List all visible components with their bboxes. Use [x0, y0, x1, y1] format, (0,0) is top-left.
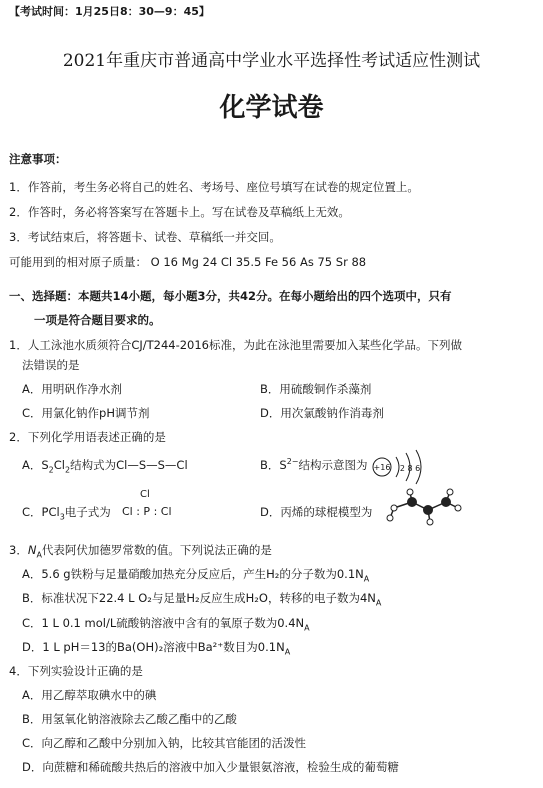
q1-option-d: D．用次氯酸钠作消毒剂 — [260, 406, 384, 420]
q4-option-c: C．向乙醇和乙酸中分别加入钠，比较其官能团的活泼性 — [22, 736, 307, 750]
q4-stem: 4．下列实验设计正确的是 — [9, 664, 143, 678]
subject-title: 化学试卷 — [219, 93, 324, 123]
q2-stem: 2．下列化学用语表述正确的是 — [9, 430, 166, 444]
pcl3-electron-formula: Cl : P : Cl — [122, 505, 172, 518]
q2-option-a: A．$S_2Cl_2$结构式为Cl—S—S—Cl — [22, 458, 188, 475]
q1-option-c: C．用氯化钠作pH调节剂 — [22, 406, 150, 420]
q2-option-b: B．$S^{2-}$结构示意图为 — [260, 457, 368, 472]
nucleus-charge: +16 — [373, 463, 391, 472]
q4-option-d: D．向蔗糖和稀硫酸共热后的溶液中加入少量银氨溶液，检验生成的葡萄糖 — [22, 760, 399, 774]
q3-stem: 3．$N_A$代表阿伏加德罗常数的值。下列说法正确的是 — [9, 543, 272, 560]
q3-option-b: B．标准状况下22.4 L O₂与足量H₂反应生成H₂O，转移的电子数为$4N_A$ — [22, 591, 382, 608]
q1-option-b: B．用硫酸铜作杀藻剂 — [260, 382, 372, 396]
propene-ball-stick-model — [386, 488, 466, 528]
electron-shells: 2 8 6 — [399, 464, 421, 473]
exam-time-header: 【考试时间：1月25日8：30—9：45】 — [9, 5, 210, 18]
q3-option-d: D．1 L pH＝13的Ba(OH)₂溶液中Ba²⁺数目为$0.1N_A$ — [22, 640, 291, 657]
q1-option-a: A．用明矾作净水剂 — [22, 382, 122, 396]
q4-option-a: A．用乙醇萃取碘水中的碘 — [22, 688, 157, 702]
q4-option-b: B．用氢氧化钠溶液除去乙酸乙酯中的乙酸 — [22, 712, 237, 726]
q2-option-c: C．PCl$_3$电子式为 — [22, 505, 111, 522]
exam-title: 2021年重庆市普通高中学业水平选择性考试适应性测试 — [62, 51, 481, 71]
section-heading-2: 一项是符合题目要求的。 — [34, 313, 161, 327]
sulfide-ion-structure-diagram — [370, 447, 440, 487]
notice-item-3: 3．考试结束后，将答题卡、试卷、草稿纸一并交回。 — [9, 230, 281, 244]
q2-option-d: D．丙烯的球棍模型为 — [260, 505, 373, 519]
pcl3-top-cl: Cl — [140, 489, 150, 500]
q3-option-a: A．5.6 g铁粉与足量硝酸加热充分反应后，产生H₂的分子数为$0.1N_A$ — [22, 567, 370, 584]
notice-item-1: 1．作答前，考生务必将自己的姓名、考场号、座位号填写在试卷的规定位置上。 — [9, 180, 419, 194]
q3-option-c: C．1 L 0.1 mol/L硫酸钠溶液中含有的氧原子数为$0.4N_A$ — [22, 616, 310, 633]
atomic-masses: 可能用到的相对原子质量： O 16 Mg 24 Cl 35.5 Fe 56 As 75 Sr 88 — [9, 255, 367, 269]
notice-heading: 注意事项： — [9, 152, 67, 166]
q1-stem-1: 1．人工泳池水质须符合CJ/T244-2016标准，为此在泳池里需要加入某些化学品。下列做 — [9, 338, 462, 352]
section-heading-1: 一、选择题：本题共14小题，每小题3分，共42分。在每小题给出的四个选项中，只有 — [9, 289, 452, 303]
q1-stem-2: 法错误的是 — [22, 358, 80, 372]
notice-item-2: 2．作答时，务必将答案写在答题卡上。写在试卷及草稿纸上无效。 — [9, 205, 350, 219]
